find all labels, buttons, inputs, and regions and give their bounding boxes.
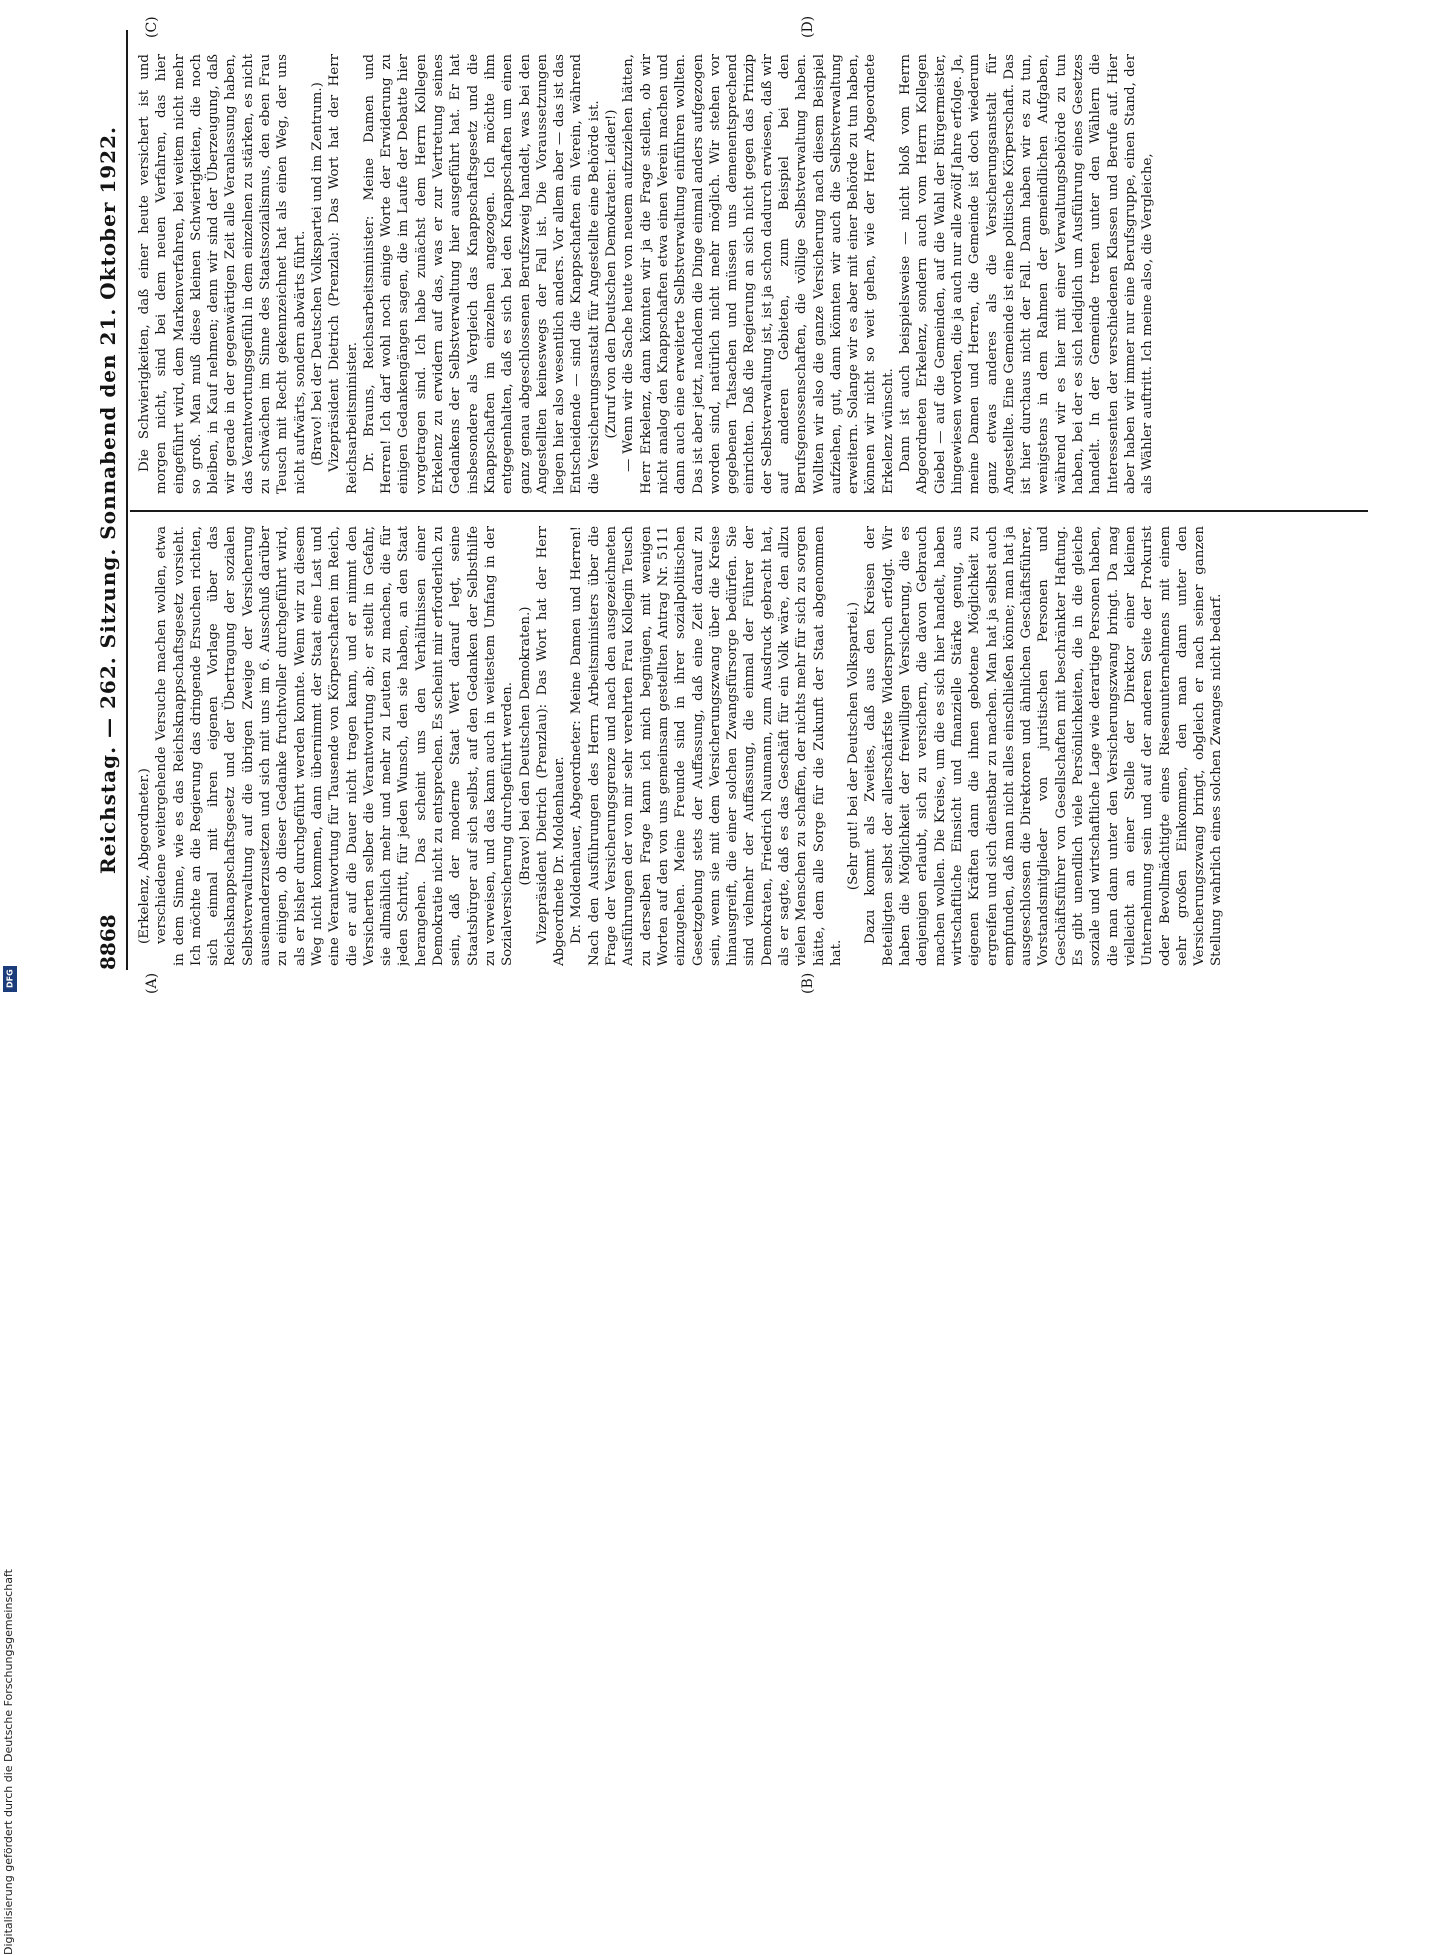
digitization-credit: Digitalisierung gefördert durch die Deutsche Forschungsgemeinschaft [2, 1569, 15, 1955]
left-column-paragraph: Vizepräsident Dietrich (Prenzlau): Das Wort hat der Herr Abgeordnete Dr. Moldenhauer. [534, 526, 568, 966]
right-column-paragraph: Die Schwierigkeiten, daß einer heute versichert ist und morgen nicht, sind bei dem neuen Verfahren, das hier eingeführt wird, dem Markenverfahren, bei weitem nicht mehr so groß. Man muß diese kleinen Schwierigkeiten, die noch bleiben, in Kauf nehmen; denn wir sind der Überzeugung, daß wir gerade in der gegenwärtigen Zeit alle Veranlassung haben, das Verantwortungsgefühl in dem einzelnen zu stärken, es nicht zu schwächen im Sinne des Staatssozialismus, den eben Frau Teusch mit Recht gekennzeichnet hat als einen Weg, der uns nicht aufwärts, sondern abwärts führt. [137, 54, 308, 494]
digitization-credit-strip [0, 0, 20, 1955]
dfg-logo: DFG [3, 966, 17, 992]
margin-letter-d: (D) [800, 15, 816, 38]
left-column-interjection: (Bravo! bei den Deutschen Demokraten.) [517, 606, 533, 886]
right-column-paragraph: Vizepräsident Dietrich (Prenzlau): Das Wort hat der Herr Reichsarbeitsminister. [327, 54, 360, 494]
left-column [136, 526, 1374, 966]
right-column-paragraph: Dr. Brauns, Reichsarbeitsminister: Meine Damen und Herren! Ich darf wohl noch einige Worte der Erwiderung zu einigen Gedankengängen sagen, die im Laufe der Debatte hier vorgetragen sind. Ich habe zunächst dem Herrn Kollegen Erkelenz zu erwidern auf das, was er zur Vertretung seines Gedankens der Selbstverwaltung hier ausgeführt hat. Er hat insbesondere als Vergleich das Knappschaftsgesetz und die Knappschaften im einzelnen angezogen. Ich möchte ihm entgegenhalten, daß es sich bei den Knappschaften um einen ganz genau abgeschlossenen Berufszweig handelt, was bei den Angestellten keineswegs der Fall ist. Die Voraussetzungen liegen hier also wesentlich anders. Vor allem aber — das ist das Entscheidende — sind die Knappschaften ein Verein, während die Versicherungsanstalt für Angestellte eine Behörde ist. [361, 54, 602, 494]
left-column-interjection: (Sehr gut! bei der Deutschen Volkspartei.) [846, 601, 862, 891]
margin-letter-a: (A) [144, 972, 160, 994]
margin-letter-b: (B) [800, 972, 816, 994]
page-number: 8868 [96, 914, 120, 970]
left-column-paragraph: Dr. Moldenhauer, Abgeordneter: Meine Damen und Herren! Nach den Ausführungen des Herrn Arbeitsministers über die Frage der Versicherungsgrenze und nach den ausgezeichneten Ausführungen der von mir sehr verehrten Frau Kollegin Teusch zu derselben Frage kann ich mich begnügen, mit wenigen Worten auf den von uns gemeinsam gestellten Antrag Nr. 5111 einzugehen. Meine Freunde sind in ihrer sozialpolitischen Gesetzgebung stets der Auffassung, daß eine Zeit darauf zu sein, wenn sie mit dem Versicherungszwang über die Kreise hinausgreift, die einer solchen Zwangsfürsorge bedürfen. Sie sind vielmehr der Auffassung, die einmal der Führer der Demokraten, Friedrich Naumann, zum Ausdruck gebracht hat, als er sagte, daß es das Geschäft für ein Volk wäre, den allzu vielen Menschen zu schaffen, der nichts mehr für sich zu sorgen hätte, dem alle Sorge für die Zukunft der Staat abgenommen hat. [569, 526, 844, 966]
margin-letter-c: (C) [144, 16, 160, 38]
column-divider [130, 510, 1368, 512]
page-header [90, 30, 128, 970]
rotated-page-content [80, 0, 1394, 1000]
right-column-paragraph: — Wenn wir die Sache heute von neuem aufzuziehen hätten, Herr Erkelenz, dann könnten wir ja die Frage stellen, ob wir nicht analog den Knappschaften etwa einen Verein machen und dann auch eine erweiterte Selbstverwaltung einführen wollten. Das ist aber jetzt, nachdem die Dinge einmal anders aufgezogen worden sind, natürlich nicht mehr möglich. Wir stehen vor gegebenen Tatsachen und müssen uns demenentsprechend einrichten. Daß die Regierung an sich nicht gegen das Prinzip der Selbstverwaltung ist, ist ja schon dadurch erwiesen, daß wir auf anderen Gebieten, zum Beispiel bei den Berufsgenossenschaften, die völlige Selbstverwaltung haben. Wollten wir also die ganze Versicherung nach diesem Beispiel aufziehen, gut, dann könnten wir auch die Selbstverwaltung erweitern. Solange wir es aber mit einer Behörde zu tun haben, können wir nicht so weit gehen, wie der Herr Abgeordnete Erkelenz wünscht. [621, 54, 896, 494]
right-column-paragraph: Dann ist auch beispielsweise — nicht bloß vom Herrn Abgeordneten Erkelenz, sondern auch vom Herrn Kollegen Giebel — auf die Gemeinden, auf die Wahl der Bürgermeister, hingewiesen worden, die ja auch nur alle zwölf Jahre erfolge. Ja, meine Damen und Herren, die Gemeinde ist doch wiederum ganz etwas anderes als die Versicherungsanstalt für Angestellte. Eine Gemeinde ist eine politische Körperschaft. Das ist hier durchaus nicht der Fall. Dann haben wir es zu tun, wenigstens in dem Rahmen der gemeindlichen Aufgaben, während wir es hier mit einer Verwaltungsbehörde zu tun haben, bei der es sich lediglich um Ausführung eines Gesetzes handelt. In der Gemeinde treten unter den Wählern die Interessenten der verschiedenen Klassen und Berufe auf. Hier aber haben wir immer nur eine Berufsgruppe, einen Stand, der als Wähler auftritt. Ich meine also, die Vergleiche, [898, 54, 1156, 494]
left-column-paragraph: verschiedene weitergehende Versuche machen wollen, etwa in dem Sinne, wie es das Reichsknappschaftsgesetz vorsieht. Ich möchte an die Regierung das dringende Ersuchen richten, sich einmal mit ihren eigenen Vorlage über das Reichsknappschaftsgesetz und der Übertragung der sozialen Selbstverwaltung auf die übrigen Zweige der Versicherung auseinanderzusetzen und sich mit uns im 6. Ausschuß darüber zu einigen, ob dieser Gedanke fruchtvoller durchgeführt wird, als er bisher durchgeführt werden konnte. Wenn wir zu diesem Weg nicht kommen, dann übernimmt der Staat eine Last und eine Verantwortung für Tausende von Körperschaften im Reich, die er auf die Dauer nicht tragen kann, und er nimmt den Versicherten selber die Verantwortung ab; er stellt in Gefahr, sie allmählich mehr und mehr zu Leuten zu machen, die für jeden Schritt, für jeden Wunsch, den sie haben, an den Staat herangehen. Das scheint uns den Verhältnissen einer Demokratie nicht zu entsprechen. Es scheint mir erforderlich zu sein, daß der moderne Staat Wert darauf legt, seine Staatsbürger auf sich selbst, auf den Gedanken der Selbsthilfe zu verweisen, und das kann auch in weitestem Umfang in der Sozialversicherung durchgeführt werden. [154, 526, 516, 966]
left-column-paragraph: (Erkelenz, Abgeordneter.) [137, 768, 152, 944]
page-title: Reichstag. — 262. Sitzung. Sonnabend den 21. Oktober 1922. [96, 126, 120, 874]
right-column-interjection: (Bravo! bei der Deutschen Volkspartei und im Zentrum.) [309, 82, 325, 466]
right-column-interjection: (Zuruf von den Deutschen Demokraten: Leider!) [604, 109, 620, 439]
right-column [136, 54, 1374, 494]
left-column-paragraph: Dazu kommt als Zweites, daß aus den Kreisen der Beteiligten selbst der allerschärfste Widerspruch erfolgt. Wir haben die Möglichkeit der freiwilligen Versicherung, die es denjenigen erlaubt, sich zu versichern, die davon Gebrauch machen wollen. Die Kreise, um die es sich hier handelt, haben wirtschaftliche Einsicht und finanzielle Stärke genug, aus eigenen Kräften dann die ihnen gebotene Möglichkeit zu ergreifen und sich dienstbar zu machen. Man hat ja selbst auch empfunden, daß man nicht alles einschließen könne; man hat ja ausgeschlossen die Direktoren und ähnlichen Geschäftsführer, Vorstandsmitglieder von juristischen Personen und Geschäftsführer von Gesellschaften mit beschränkter Haftung. Es gibt unendlich viele Persönlichkeiten, die in die gleiche soziale und wirtschaftliche Lage wie derartige Personen haben, die man dann unter den Versicherungszwang bringt. Da mag vielleicht an einer Stelle der Direktor einer kleinen Unternehmung sein und auf der anderen Seite der Prokurist oder Bevollmächtigte eines Riesenunternehmens mit einem sehr großen Einkommen, den man dann unter den Versicherungszwang bringt, obgleich er nach seiner ganzen Stellung wahrlich eines solchen Zwanges nicht bedarf. [863, 526, 1225, 966]
